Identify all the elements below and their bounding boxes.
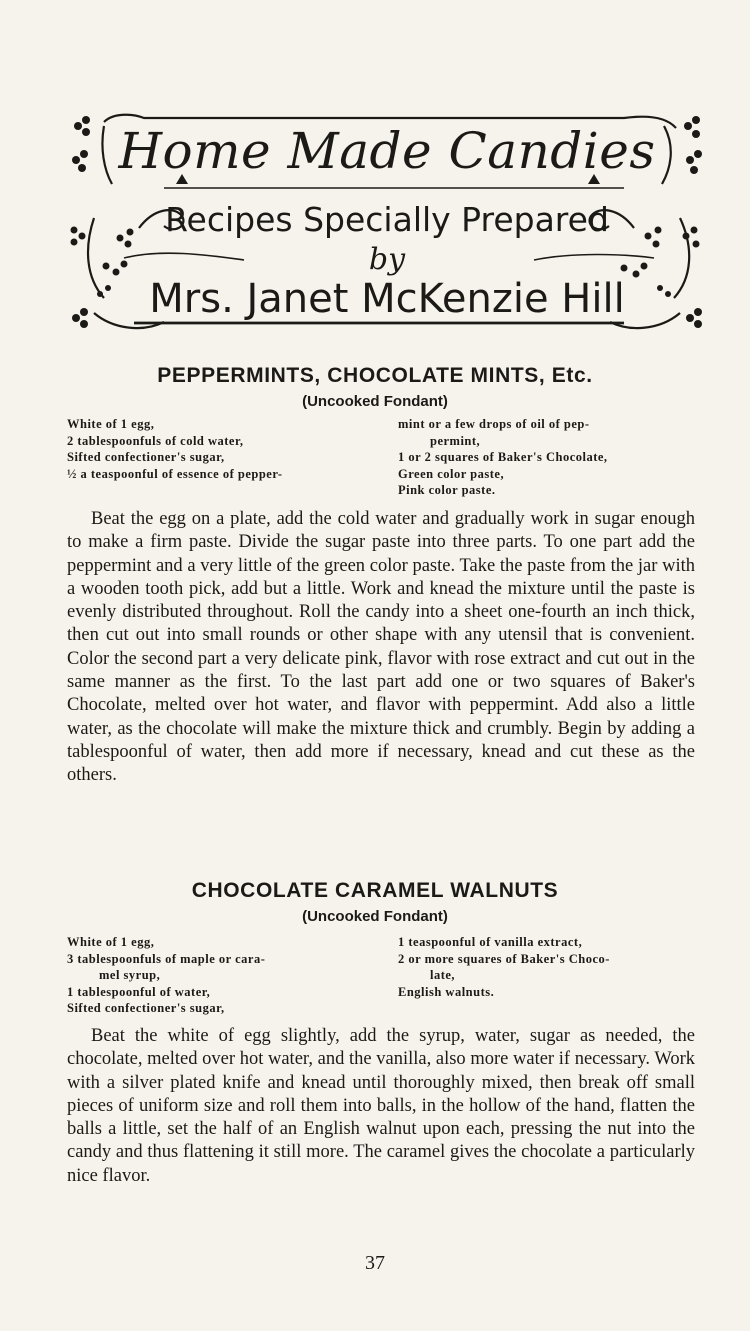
byline-by: by [368,242,406,277]
ingredient-line: Green color paste, [398,466,505,481]
ingredient-line: ½ a teaspoonful of essence of pepper- [67,466,283,481]
ingredient-line: mint or a few drops of oil of pep- [398,417,590,431]
ingredient-line: late, [430,968,456,982]
recipe-subtitle: (Uncooked Fondant) [302,908,448,925]
ingredient-line: 2 or more squares of Baker's Choco- [398,951,610,966]
ingredients-left-column [67,934,265,1017]
ingredient-line: Pink color paste. [398,483,496,497]
ingredient-line: 1 teaspoonful of vanilla extract, [398,935,583,949]
recipe-subtitle: (Uncooked Fondant) [302,393,448,410]
ingredient-line: English walnuts. [398,984,495,999]
recipe-title: PEPPERMINTS, CHOCOLATE MINTS, Etc. [157,364,593,387]
ingredients-right-column [398,416,608,499]
recipe-instructions: Beat the white of egg slightly, add the syrup, water, sugar as needed, the chocolate, melted over hot water, and the vanilla, also more water if necessary. Work with a silver plated knife and knead until thoroughly mixed, then break off small pieces of uniform size and roll them into balls, in the hollow of the hand, flatten the balls a little, set the half of an English walnut upon each, pressing the nut into the candy and thus flattening it still more. The caramel gives the chocolate a particularly nice flavor. [67,1026,695,1186]
ingredient-line: mel syrup, [99,968,161,982]
recipe-instructions: Beat the egg on a plate, add the cold water and gradually work in sugar enough to make a firm paste. Divide the sugar paste into three parts. To one part add the peppermint and a very little of the green color paste. Take the paste from the jar with a wooden tooth pick, add but a little. Work and knead the mixture until the paste is evenly distributed throughout. Roll the candy into a sheet one-fourth an inch thick, then cut out into small rounds or other shape with any utensil that is convenient. Color the second part a very delicate pink, flavor with rose extract and cut out in the same manner as the first. To the last part add one or two squares of Baker's Chocolate, melted over hot water, and flavor with peppermint. Add also a little water, as the chocolate will make the mixture thick and crumbly. Begin by adding a tablespoonful of water, then add more if necessary, knead and cut these as the others. [67,509,695,786]
book-title: Home Made Candies [118,122,656,180]
page-number: 37 [365,1252,385,1274]
ingredient-line: 2 tablespoonfuls of cold water, [67,433,244,448]
ingredient-line: Sifted confectioner's sugar, [67,450,225,464]
ingredient-line: White of 1 egg, [67,935,155,949]
ingredient-line: permint, [430,433,481,448]
ingredient-line: 1 tablespoonful of water, [67,984,211,999]
book-subtitle: Recipes Specially Prepared [165,200,609,239]
ingredient-line: 3 tablespoonfuls of maple or cara- [67,951,266,966]
ingredient-line: Sifted confectioner's sugar, [67,1001,225,1015]
ingredient-line: White of 1 egg, [67,417,155,431]
ingredient-line: 1 or 2 squares of Baker's Chocolate, [398,450,608,464]
title-banner [64,108,710,340]
recipe-title: CHOCOLATE CARAMEL WALNUTS [191,879,559,902]
author-name: Mrs. Janet McKenzie Hill [149,276,625,322]
ingredients-right-column [398,934,610,1000]
ingredients-left-column [67,416,283,482]
